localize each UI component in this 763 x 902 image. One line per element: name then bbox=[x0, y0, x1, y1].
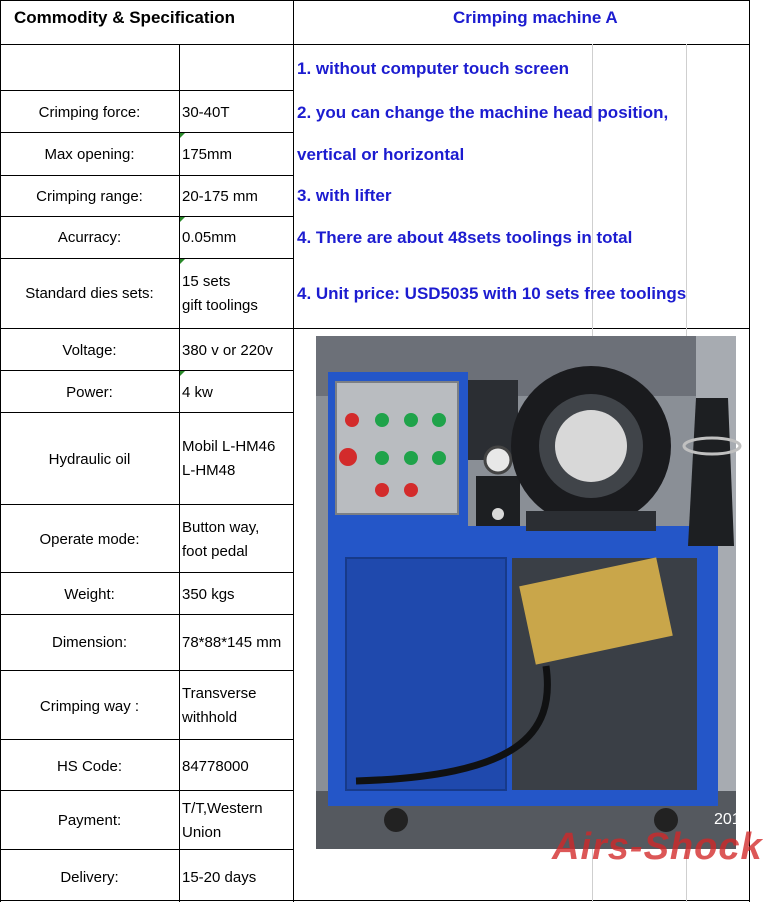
grid-line bbox=[0, 572, 293, 573]
spec-label: HS Code: bbox=[56, 758, 123, 775]
grid-line bbox=[0, 328, 750, 329]
grid-line bbox=[749, 0, 750, 902]
spec-label: Weight: bbox=[64, 586, 115, 603]
grid-line bbox=[0, 90, 293, 91]
spec-label: Max opening: bbox=[44, 146, 135, 163]
grid-line bbox=[0, 849, 293, 850]
grid-line bbox=[179, 44, 180, 902]
spec-value: 380 v or 220v bbox=[182, 342, 273, 359]
spec-value: 78*88*145 mm bbox=[182, 634, 282, 651]
spec-value: gift toolings bbox=[182, 297, 258, 314]
spec-value: 20-175 mm bbox=[182, 188, 258, 205]
spec-label: Payment: bbox=[57, 812, 122, 829]
grid-line bbox=[293, 0, 294, 902]
feature-line: 4. There are about 48sets toolings in total bbox=[297, 228, 633, 247]
spec-label: Delivery: bbox=[60, 869, 119, 886]
grid-line bbox=[0, 216, 293, 217]
grid-line bbox=[0, 412, 293, 413]
spec-value: Union bbox=[182, 824, 222, 841]
spec-value: 84778000 bbox=[182, 758, 249, 775]
spec-label: Hydraulic oil bbox=[48, 451, 131, 468]
grid-line bbox=[0, 44, 750, 45]
spec-value: L-HM48 bbox=[182, 462, 236, 479]
feature-line: 2. you can change the machine head position, bbox=[297, 103, 669, 122]
cell-marker bbox=[180, 371, 185, 376]
spec-value: foot pedal bbox=[182, 543, 248, 560]
grid-line bbox=[0, 670, 293, 671]
spec-value: 0.05mm bbox=[182, 229, 237, 246]
spec-label: Standard dies sets: bbox=[25, 285, 154, 302]
spec-label: Acurracy: bbox=[57, 229, 122, 246]
spec-label: Operate mode: bbox=[39, 531, 140, 548]
table-header-right: Crimping machine A bbox=[453, 8, 618, 27]
grid-line bbox=[0, 258, 293, 259]
spec-label: Voltage: bbox=[62, 342, 117, 359]
grid-line bbox=[0, 370, 293, 371]
cell-marker bbox=[180, 133, 185, 138]
spec-label: Dimension: bbox=[51, 634, 128, 651]
grid-line bbox=[0, 132, 293, 133]
feature-line: 1. without computer touch screen bbox=[297, 59, 570, 78]
spec-value: 15-20 days bbox=[182, 869, 257, 886]
spec-value: T/T,Western bbox=[182, 800, 263, 817]
feature-line: vertical or horizontal bbox=[297, 145, 465, 164]
spec-label: Crimping force: bbox=[38, 104, 141, 121]
cell-marker bbox=[180, 217, 185, 222]
machine-illustration bbox=[316, 336, 741, 849]
spec-value: 350 kgs bbox=[182, 586, 235, 603]
spec-value: Button way, bbox=[182, 519, 260, 536]
grid-line bbox=[0, 739, 293, 740]
spec-value: withhold bbox=[182, 709, 238, 726]
grid-line bbox=[0, 504, 293, 505]
grid-line bbox=[0, 614, 293, 615]
feature-line: 4. Unit price: USD5035 with 10 sets free toolings bbox=[297, 284, 687, 303]
grid-line bbox=[0, 900, 750, 901]
grid-line bbox=[0, 0, 750, 1]
spec-label: Crimping way : bbox=[39, 698, 140, 715]
spec-value: 4 kw bbox=[182, 384, 213, 401]
spec-value: 175mm bbox=[182, 146, 233, 163]
brand-watermark: Airs-Shock bbox=[552, 826, 763, 868]
spec-value: Transverse bbox=[182, 685, 257, 702]
spec-label: Power: bbox=[66, 384, 113, 401]
spec-value: Mobil L-HM46 bbox=[182, 438, 276, 455]
photo-corner-text: 201 bbox=[714, 811, 741, 828]
grid-line bbox=[0, 175, 293, 176]
spec-value: 15 sets bbox=[182, 273, 231, 290]
spec-label: Crimping range: bbox=[36, 188, 143, 205]
table-header-left: Commodity & Specification bbox=[14, 8, 236, 27]
feature-line: 3. with lifter bbox=[297, 186, 392, 205]
grid-line bbox=[0, 790, 293, 791]
cell-marker bbox=[180, 259, 185, 264]
spec-value: 30-40T bbox=[182, 104, 230, 121]
machine-photo bbox=[316, 336, 741, 849]
